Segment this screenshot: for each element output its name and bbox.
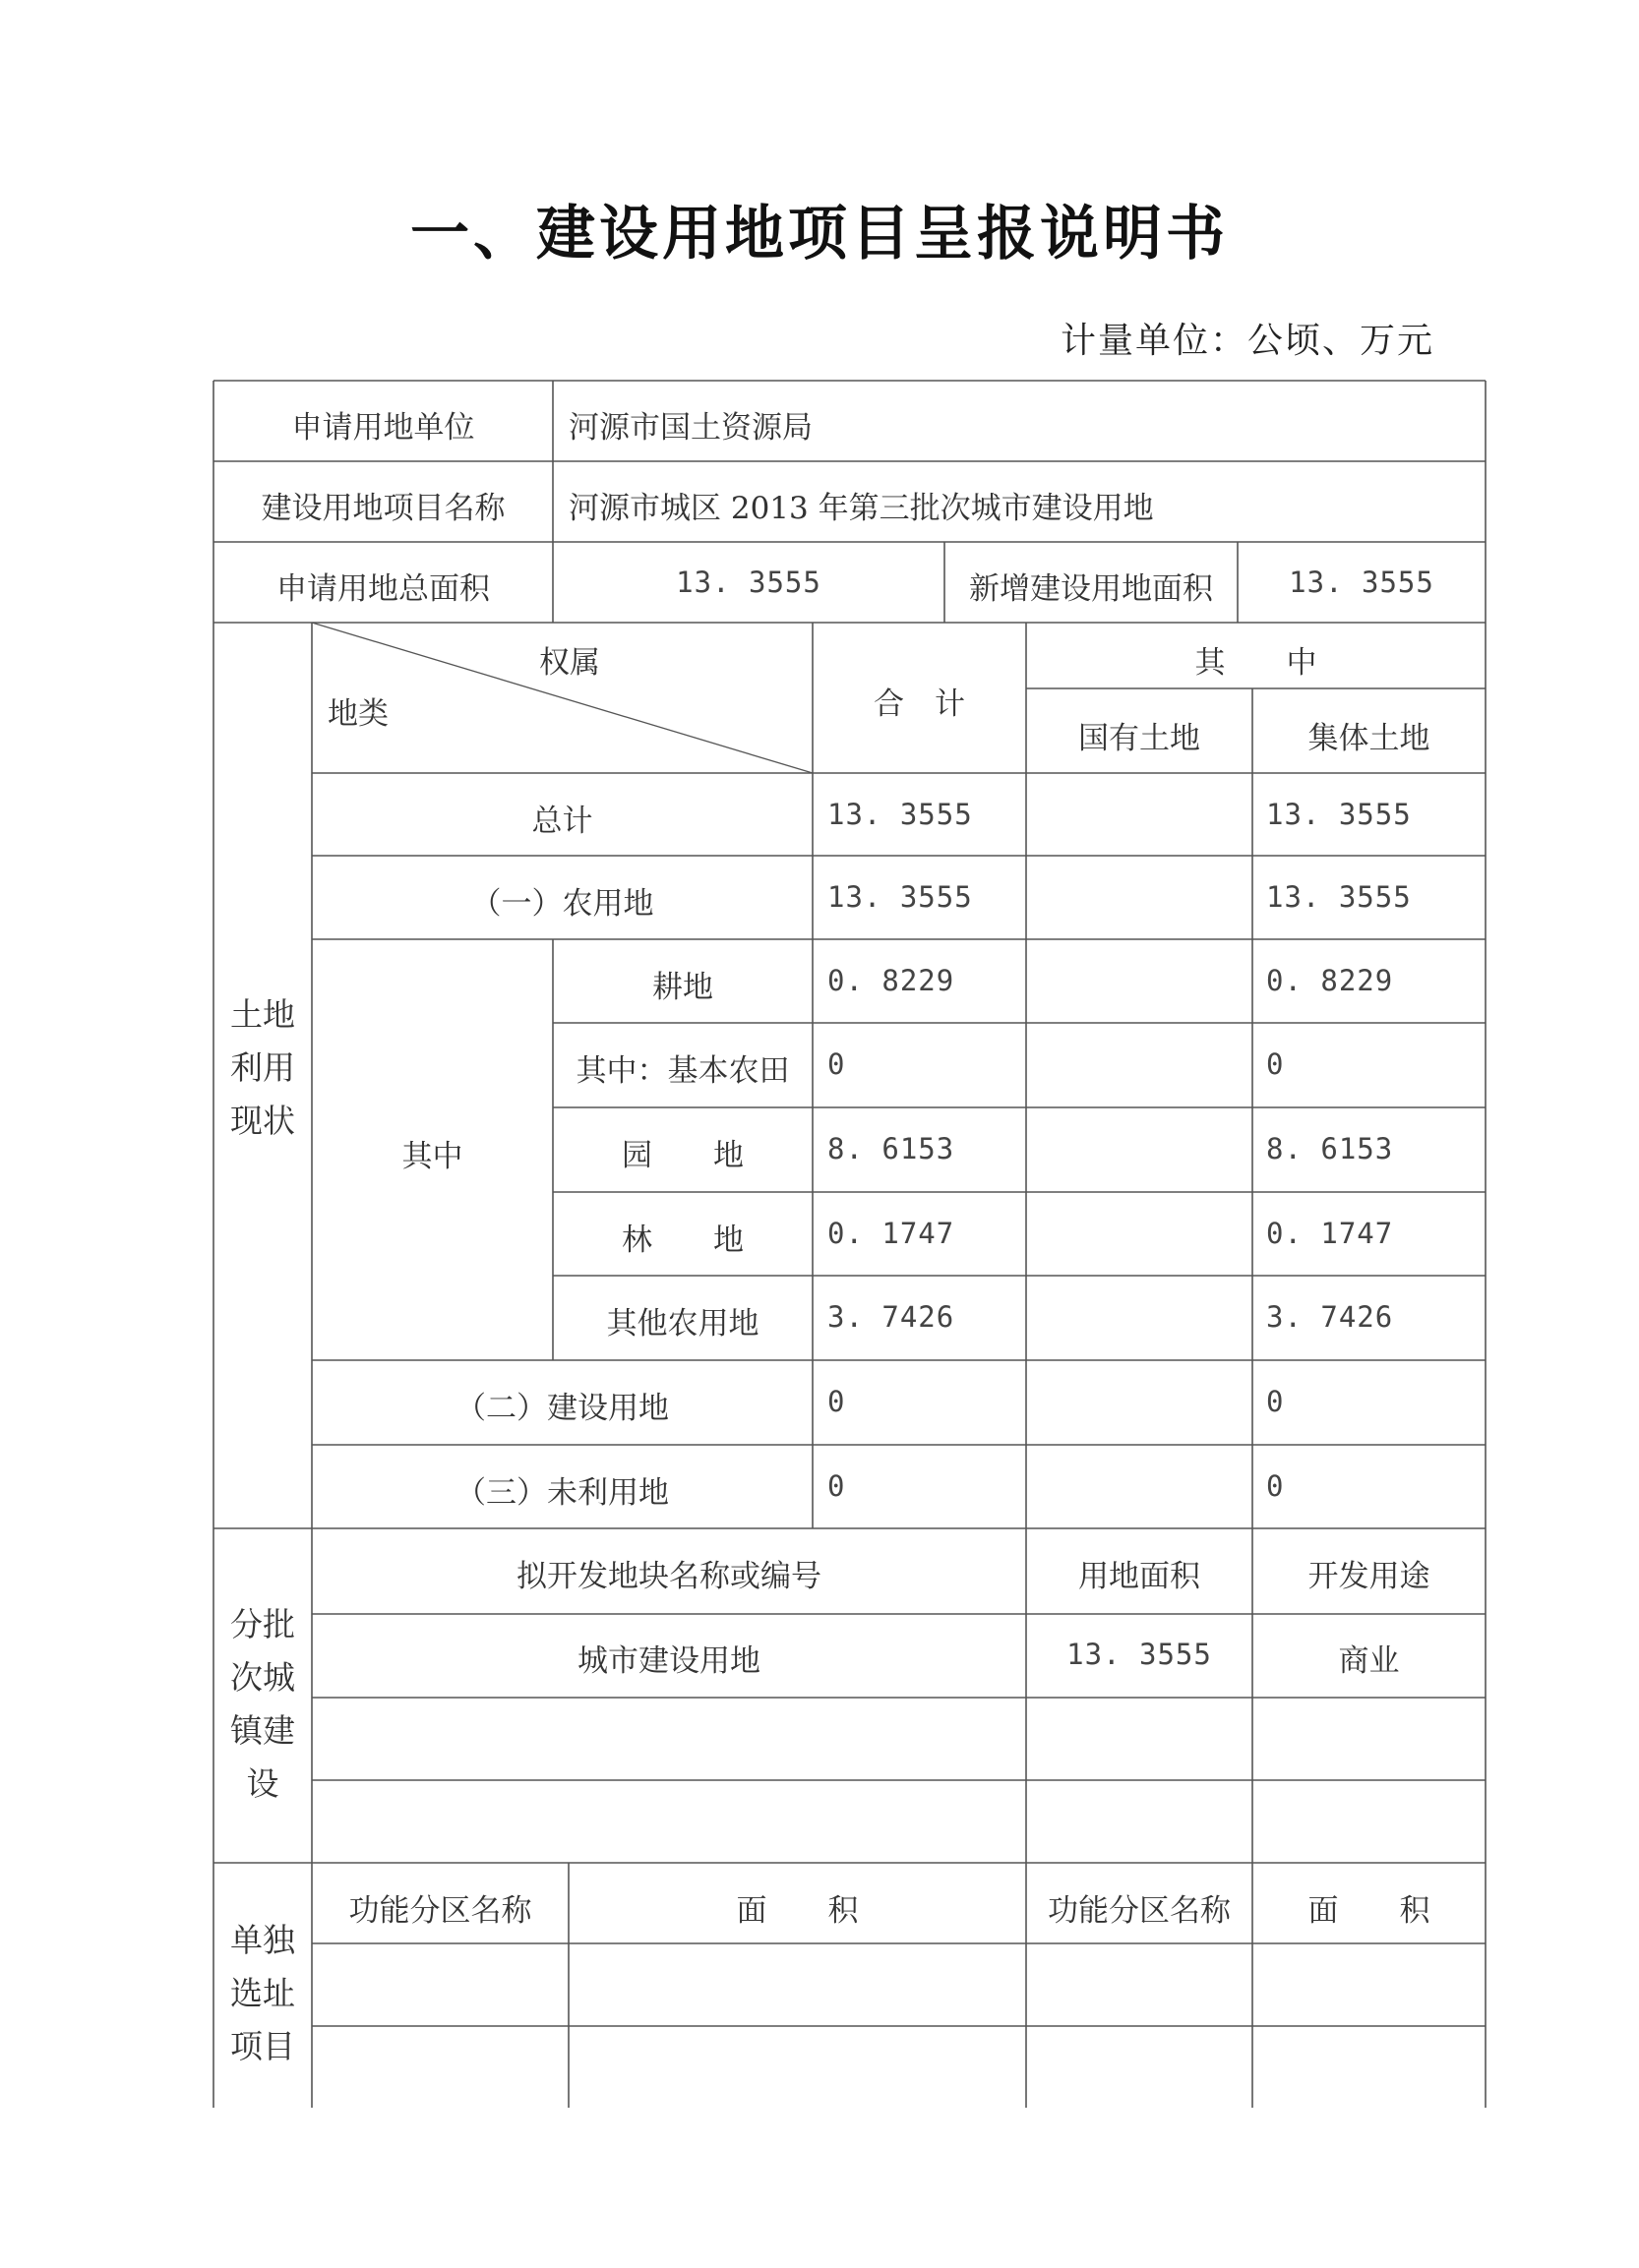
row-total: 13. 3555 (827, 880, 973, 914)
row-total: 0 (827, 1469, 846, 1503)
row-total: 3. 7426 (827, 1300, 955, 1334)
row-collective: 13. 3555 (1266, 798, 1412, 831)
row-label: 其中：基本农田 (576, 1053, 790, 1089)
row-label: （三）未利用地 (455, 1475, 669, 1511)
row-label: （二）建设用地 (455, 1391, 669, 1426)
row-label: 林 地 (622, 1223, 744, 1258)
single-side-label: 单独 选址 项目 (230, 1921, 295, 2065)
total-header: 合 计 (874, 686, 965, 722)
unit-label: 计量单位：公顷、万元 (1060, 321, 1434, 361)
new-area-value: 13. 3555 (1289, 566, 1434, 599)
of-which-header: 其 中 (1194, 645, 1317, 681)
total-area-label: 申请用地总面积 (276, 571, 490, 607)
row-label: 园 地 (622, 1138, 744, 1173)
row-collective: 0 (1266, 1047, 1285, 1081)
batch-side-label: 分批 次城 镇建 设 (230, 1605, 295, 1803)
row-collective: 3. 7426 (1266, 1300, 1394, 1334)
row-total: 0 (827, 1385, 846, 1418)
land-type-header: 地类 (328, 696, 389, 732)
row-collective: 0 (1266, 1469, 1285, 1503)
row-collective: 13. 3555 (1266, 880, 1412, 914)
of-which-group-label: 其中 (401, 1139, 463, 1174)
row-label: 其他农用地 (606, 1306, 759, 1342)
row-total: 0 (827, 1047, 846, 1081)
document-title: 一、建设用地项目呈报说明书 (410, 200, 1229, 269)
plot-use-header: 开发用途 (1307, 1559, 1430, 1594)
plot-name: 城市建设用地 (577, 1643, 760, 1679)
new-area-label: 新增建设用地面积 (969, 571, 1213, 607)
applicant-label: 申请用地单位 (291, 410, 475, 446)
plot-name-header: 拟开发地块名称或编号 (516, 1559, 821, 1594)
row-label: （一）农用地 (470, 886, 654, 922)
area-header-1: 面 积 (736, 1893, 859, 1929)
applicant-value: 河源市国土资源局 (569, 410, 813, 446)
collective-land-header: 集体土地 (1307, 721, 1430, 756)
project-value: 河源市城区 2013 年第三批次城市建设用地 (569, 491, 1154, 526)
row-label: 总计 (531, 804, 593, 839)
area-header-2: 面 积 (1307, 1893, 1430, 1929)
plot-use: 商业 (1338, 1643, 1400, 1679)
row-collective: 0. 1747 (1266, 1217, 1394, 1250)
row-total: 0. 8229 (827, 964, 955, 997)
row-label: 耕地 (652, 970, 713, 1005)
zone-name-header-1: 功能分区名称 (348, 1893, 532, 1929)
landuse-side-label: 土地 利用 现状 (230, 995, 295, 1140)
plot-area: 13. 3555 (1066, 1638, 1212, 1671)
plot-area-header: 用地面积 (1078, 1559, 1200, 1594)
row-total: 0. 1747 (827, 1217, 955, 1250)
row-total: 8. 6153 (827, 1132, 955, 1165)
row-collective: 0 (1266, 1385, 1285, 1418)
state-land-header: 国有土地 (1078, 721, 1200, 756)
zone-name-header-2: 功能分区名称 (1048, 1893, 1231, 1929)
ownership-header: 权属 (539, 645, 600, 681)
total-area-value: 13. 3555 (676, 566, 821, 599)
row-collective: 0. 8229 (1266, 964, 1394, 997)
row-collective: 8. 6153 (1266, 1132, 1394, 1165)
project-label: 建设用地项目名称 (261, 491, 506, 526)
row-total: 13. 3555 (827, 798, 973, 831)
